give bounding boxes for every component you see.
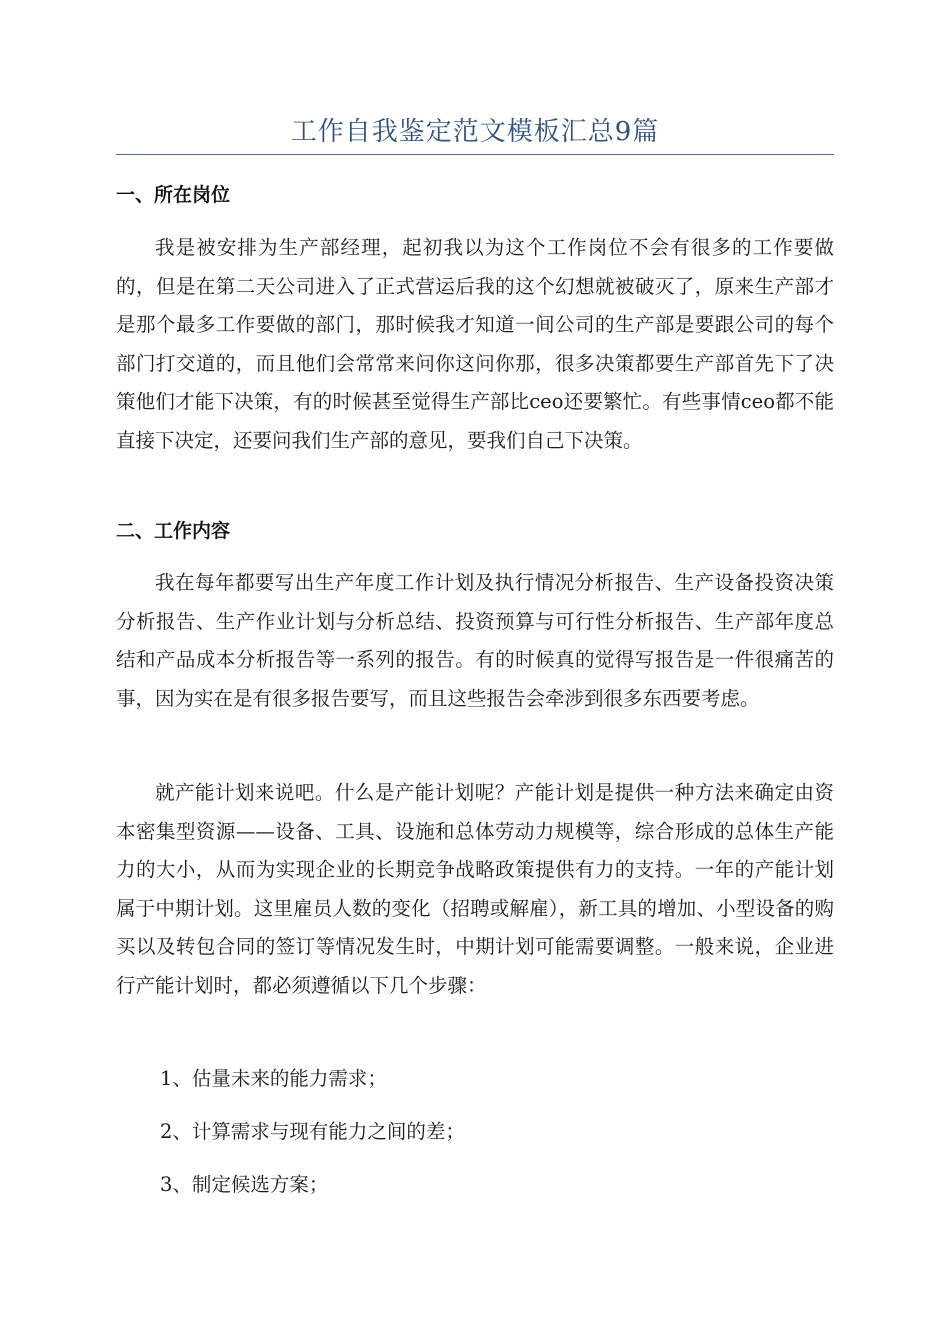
paragraph-reports: 我在每年都要写出生产年度工作计划及执行情况分析报告、生产设备投资决策分析报告、生产作业计划与分析总结、投资预算与可行性分析报告、生产部年度总结和产品成本分析报告等一系列的报告。有的时候真的觉得写报告是一件很痛苦的事，因为实在是有很多报告要写，而且这些报告会牵涉到很多东西要考虑。 (116, 571, 834, 710)
paragraph-position: 我是被安排为生产部经理，起初我以为这个工作岗位不会有很多的工作要做的，但是在第二天公司进入了正式营运后我的这个幻想就被破灭了，原来生产部才是那个最多工作要做的部门，那时候我才知道一间公司的生产部是要跟公司的每个部门打交道的，而且他们会常常来问你这问你那，很多决策都要生产部首先下了决策他们才能下决策，有的时候甚至觉得生产部比ceo还要繁忙。有些事情ceo都不能直接下决定，还要问我们生产部的意见，要我们自己下决策。 (116, 236, 834, 452)
list-item: 3、制定候选方案； (160, 1173, 329, 1196)
section-heading-position: 一、所在岗位 (116, 184, 231, 206)
list-item: 2、计算需求与现有能力之间的差； (160, 1120, 465, 1143)
paragraph-capacity-planning: 就产能计划来说吧。什么是产能计划呢？产能计划是提供一种方法来确定由资本密集型资源——设备、工具、设施和总体劳动力规模等，综合形成的总体生产能力的大小，从而为实现企业的长期竞争战略政策提供有力的支持。一年的产能计划属于中期计划。这里雇员人数的变化（招聘或解雇），新工具的增加、小型设备的购买以及转包合同的签订等情况发生时，中期计划可能需要调整。一般来说，企业进行产能计划时，都必须遵循以下几个步骤： (116, 781, 834, 997)
list-item: 1、估量未来的能力需求； (160, 1067, 387, 1090)
title-underline (116, 154, 834, 155)
section-heading-work-content: 二、工作内容 (116, 520, 231, 542)
document-title: 工作自我鉴定范文模板汇总9篇 (290, 117, 660, 147)
